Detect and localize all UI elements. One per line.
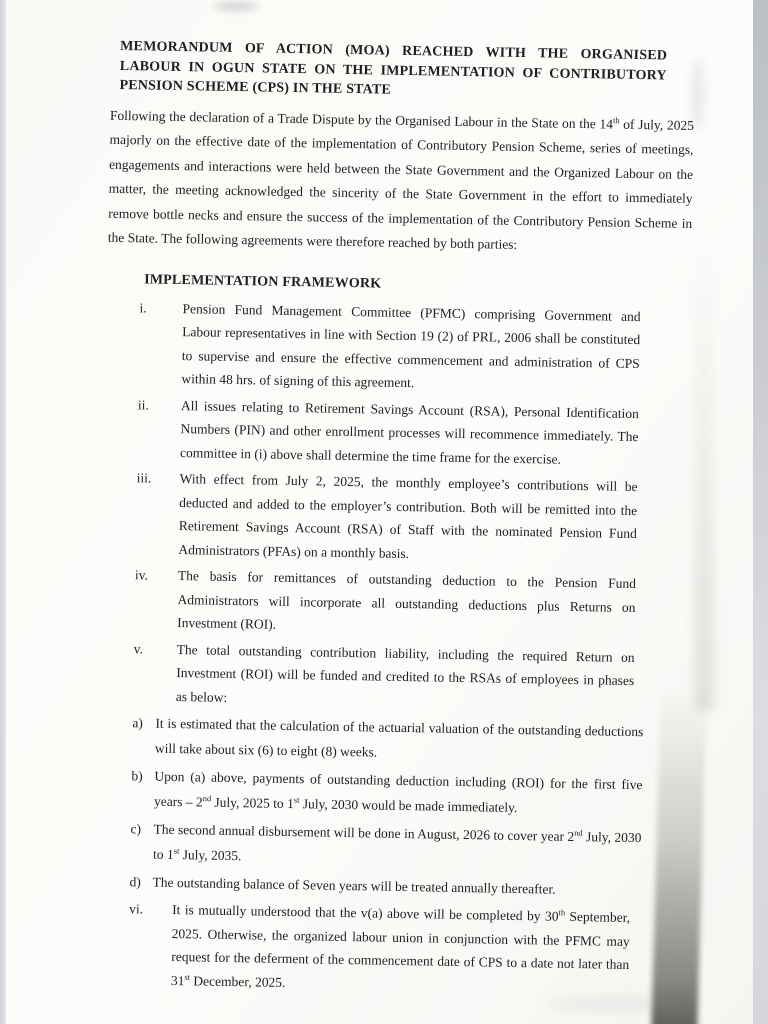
item-marker: v. — [133, 640, 144, 656]
sub-item-text: Upon (a) above, payments of outstanding deduction including (ROI) for the first five years – 2nd July, 2025 to 1st July, 2030 would be made immediately. — [153, 768, 643, 815]
document-page — [6, 0, 753, 1024]
section-heading: IMPLEMENTATION FRAMEWORK — [144, 271, 382, 292]
document-title: MEMORANDUM OF ACTION (MOA) REACHED WITH THE ORGANISED LABOUR IN OGUN STATE ON THE IMPLEMENTATION OF CONTRIBUTORY PENSION SCHEME (CPS) IN THE STATE — [119, 38, 668, 98]
sub-item-text: The second annual disbursement will be done in August, 2026 to cover year 2nd July, 2030 to 1st July, 2035. — [152, 821, 642, 864]
list-item-i — [138, 296, 691, 400]
scan-right-edge — [753, 0, 768, 1024]
item-text: The total outstanding contribution liability, including the required Return on Investment (ROI) will be funded and credited to the RSAs of employees in phases as below: — [175, 641, 635, 705]
item-marker: vi. — [129, 901, 144, 917]
item-text: It is mutually understood that the v(a) above will be completed by 30th September, 2025. Otherwise, the organized labour union in conjunction with the PFMC may request for the deferment of the commencement date of CPS to a date not later than 31st December, 2025. — [170, 901, 631, 990]
list-item-iv — [134, 563, 686, 643]
item-marker: iii. — [136, 470, 152, 486]
sub-item-text: The outstanding balance of Seven years will be treated annually thereafter. — [152, 874, 556, 897]
agreement-list — [128, 296, 691, 1001]
intro-paragraph: Following the declaration of a Trade Dispute by the Organised Labour in the State on the 14th of July, 2025 majorly on the effective date of the implementation of Contributory Pension Scheme, series of meetings, engagements and interactions were held between the State Government and the Organized Labour on the matter, the meeting acknowledged the sincerity of the State Government in the effort to immediately remove bottle necks and ensure the success of the implementation of the Contributory Pension Scheme in the State. The following agreements were therefore reached by both parties: — [107, 107, 695, 252]
sub-item-b — [131, 763, 683, 823]
sub-item-marker: d) — [129, 874, 142, 890]
list-item-iii — [135, 466, 688, 570]
sub-item-marker: c) — [130, 821, 142, 837]
sub-item-text: It is estimated that the calculation of the actuarial valuation of the outstanding deductions will take about six (6) to eight (8) weeks. — [154, 715, 644, 760]
page-edge-shadow — [694, 230, 714, 710]
phase-sub-list — [129, 710, 683, 904]
item-text: With effect from July 2, 2025, the monthly employee’s contributions will be deducted and added to the employer’s contribution. Both will be remitted into the Retirement Savings Account (RSA) of Staff with the nominated Pension Fund Administrators (PFAs) on a monthly basis. — [178, 471, 638, 561]
sub-item-marker: a) — [132, 715, 144, 731]
list-item-vi — [128, 897, 681, 1001]
sub-item-marker: b) — [131, 768, 143, 784]
sub-item-a — [132, 710, 684, 770]
item-text: Pension Fund Management Committee (PFMC) comprising Government and Labour representatives in line with Section 19 (2) of PRL, 2006 shall be constituted to supervise and ensure the effective commencement and administration of CPS within 48 hrs. of signing of this agreement. — [181, 300, 641, 391]
item-marker: ii. — [137, 396, 149, 413]
item-text: All issues relating to Retirement Savings Account (RSA), Personal Identification Numbers (PIN) and other enrollment processes will recommence immediately. The committee in (i) above shall determine the time frame for the exercise. — [179, 397, 640, 467]
sub-item-c — [130, 816, 682, 876]
item-marker: i. — [139, 299, 147, 315]
item-marker: iv. — [134, 567, 149, 583]
list-item-ii — [137, 393, 689, 473]
list-item-v — [133, 637, 685, 717]
item-text: The basis for remittances of outstanding deduction to the Pension Fund Administrators will incorporate all outstanding deductions plus Returns on Investment (ROI). — [177, 568, 637, 632]
